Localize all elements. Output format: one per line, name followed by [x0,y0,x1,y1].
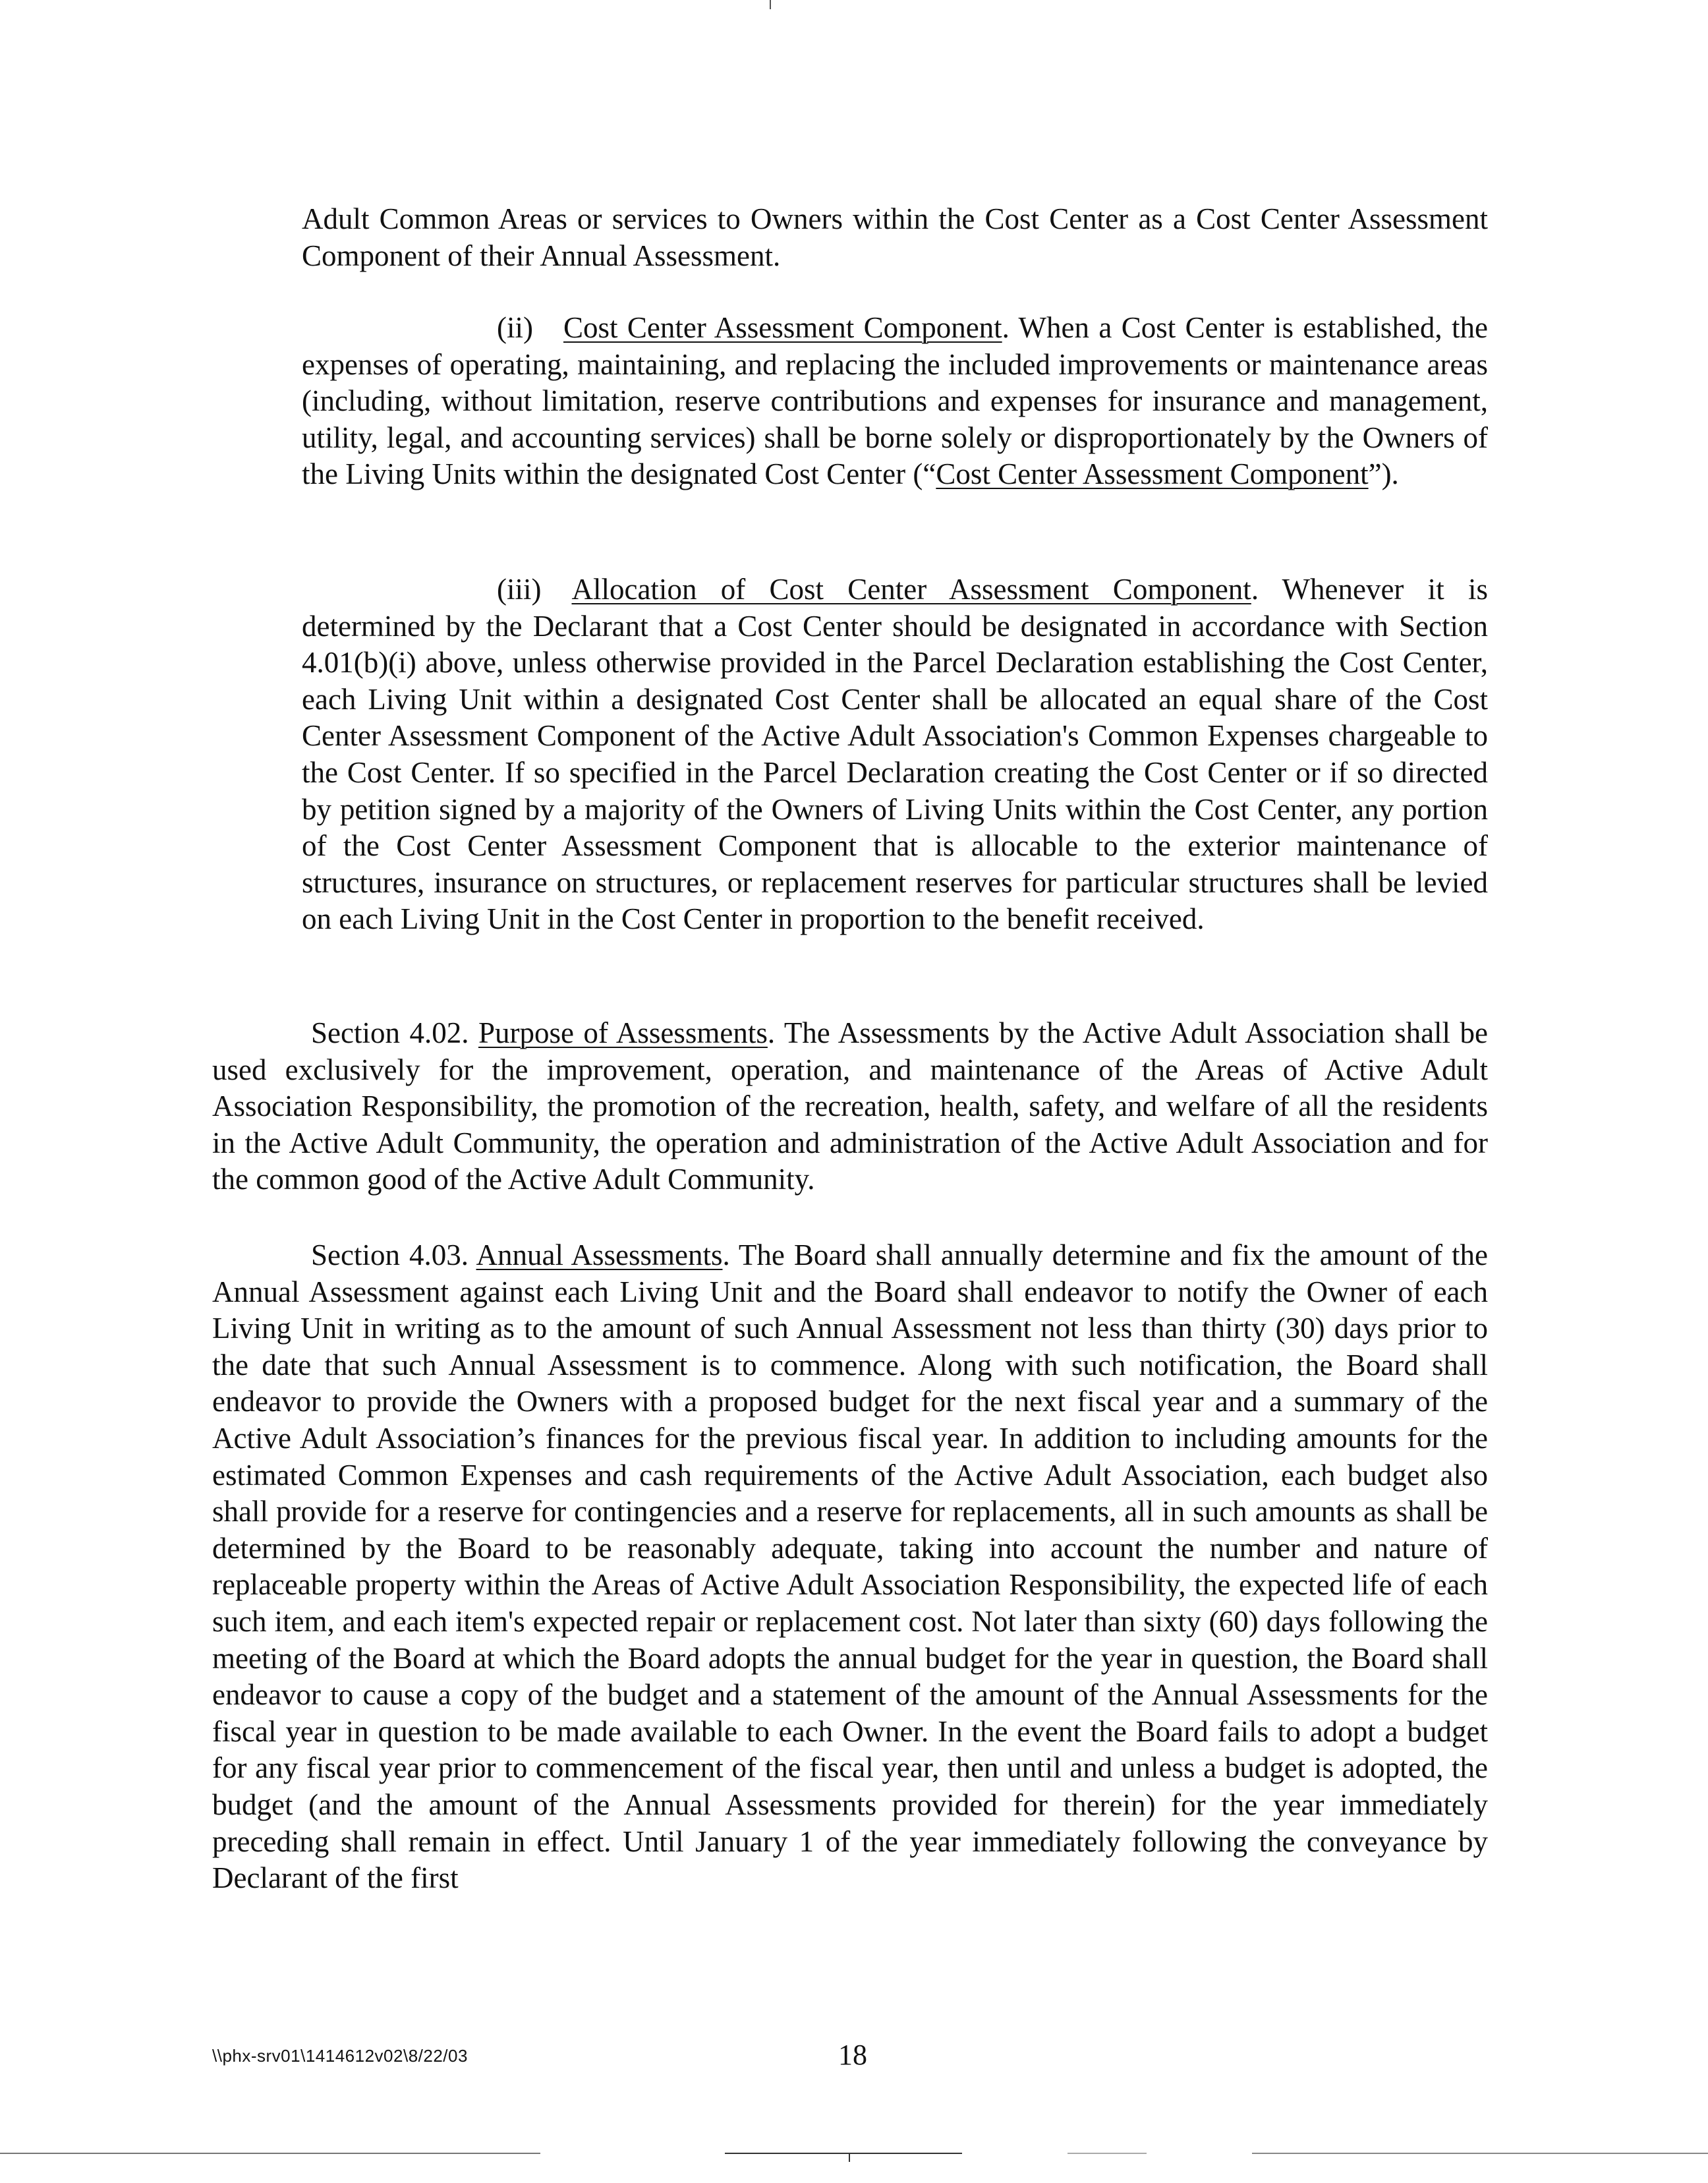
subsection-ii-heading: Cost Center Assessment Component [563,311,1002,344]
section-4-03-heading: Annual Assessments [476,1238,723,1271]
scan-edge-line [0,2153,540,2154]
section-4-02-label: Section 4.02. [311,1016,469,1049]
subsection-iii [302,571,1488,938]
subsection-iii-text: . Whenever it is determined by the Declarant that a Cost Center should be designated in accordance with Section 4.01(b)(i) above, unless otherwise provided in the Parcel Declaration establishing the Cost Center, each Living Unit within a designated Cost Center shall be allocated an equal share of the Cost Center Assessment Component of the Active Adult Association's Common Expenses chargeable to the Cost Center. If so specified in the Parcel Declaration creating the Cost Center or if so directed by petition signed by a majority of the Owners of Living Units within the Cost Center, any portion of the Cost Center Assessment Component that is allocable to the exterior maintenance of structures, insurance on structures, or replacement reserves for particular structures shall be levied on each Living Unit in the Cost Center in proportion to the benefit received. [302,573,1488,936]
subsection-iii-number: (iii) [497,573,542,606]
scan-mark-top [770,0,771,9]
section-4-03-text: . The Board shall annually determine and fix the amount of the Annual Assessment against each Living Unit and the Board shall endeavor to notify the Owner of each Living Unit in writing as to the amount of such Annual Assessment not less than thirty (30) days prior to the date that such Annual Assessment is to commence. Along with such notification, the Board shall endeavor to provide the Owners with a proposed budget for the next fiscal year and a summary of the Active Adult Association’s finances for the previous fiscal year. In addition to including amounts for the estimated Common Expenses and cash requirements of the Active Adult Association, each budget also shall provide for a reserve for contingencies and a reserve for replacements, all in such amounts as shall be determined by the Board to be reasonably adequate, taking into account the number and nature of replaceable property within the Areas of Active Adult Association Responsibility, the expected life of each such item, and each item's expected repair or replacement cost. Not later than sixty (60) days following the meeting of the Board at which the Board adopts the annual budget for the year in question, the Board shall endeavor to cause a copy of the budget and a statement of the amount of the Annual Assessments for the fiscal year in question to be made available to each Owner. In the event the Board fails to adopt a budget for any fiscal year prior to commencement of the fiscal year, then until and unless a budget is adopted, the budget (and the amount of the Annual Assessments provided for therein) for the year immediately preceding shall remain in effect. Until January 1 of the year immediately following the conveyance by Declarant of the first [212,1238,1489,1895]
section-4-03 [212,1237,1488,1897]
section-4-03-label: Section 4.03. [311,1238,469,1271]
subsection-ii-number: (ii) [497,311,533,344]
subsection-iii-heading: Allocation of Cost Center Assessment Component [571,573,1251,606]
continuation-text: Adult Common Areas or services to Owners within the Cost Center as a Cost Center Assessment Component of their Annual Assessment. [302,202,1488,272]
scan-edge-line [1252,2153,1708,2154]
footer-document-id: \\phx-srv01\1414612v02\8/22/03 [212,2046,468,2066]
subsection-ii [302,310,1488,493]
section-4-02-heading: Purpose of Assessments [478,1016,768,1049]
section-4-02 [212,1015,1488,1198]
section-4-02-text: . The Assessments by the Active Adult Association shall be used exclusively for the improvement, operation, and maintenance of the Areas of Active Adult Association Responsibility, the promotion of the recreation, health, safety, and welfare of all the residents in the Active Adult Community, the operation and administration of the Active Adult Association and for the common good of the Active Adult Community. [212,1016,1489,1196]
continuation-paragraph [302,201,1488,274]
scan-edge-line [725,2153,962,2154]
subsection-ii-text-2: ”). [1368,457,1399,491]
subsection-ii-defined-term: Cost Center Assessment Component [936,457,1369,491]
scan-edge-line [1068,2153,1147,2154]
scan-edge-tick [849,2153,850,2162]
page-number: 18 [838,2039,867,2071]
subsection-ii-text-1: . When a Cost Center is established, the expenses of operating, maintaining, and replacing the included improvements or maintenance areas (including, without limitation, reserve contributions and expenses for insurance and management, utility, legal, and accounting services) shall be borne solely or disproportionately by the Owners of the Living Units within the designated Cost Center (“ [302,311,1488,491]
